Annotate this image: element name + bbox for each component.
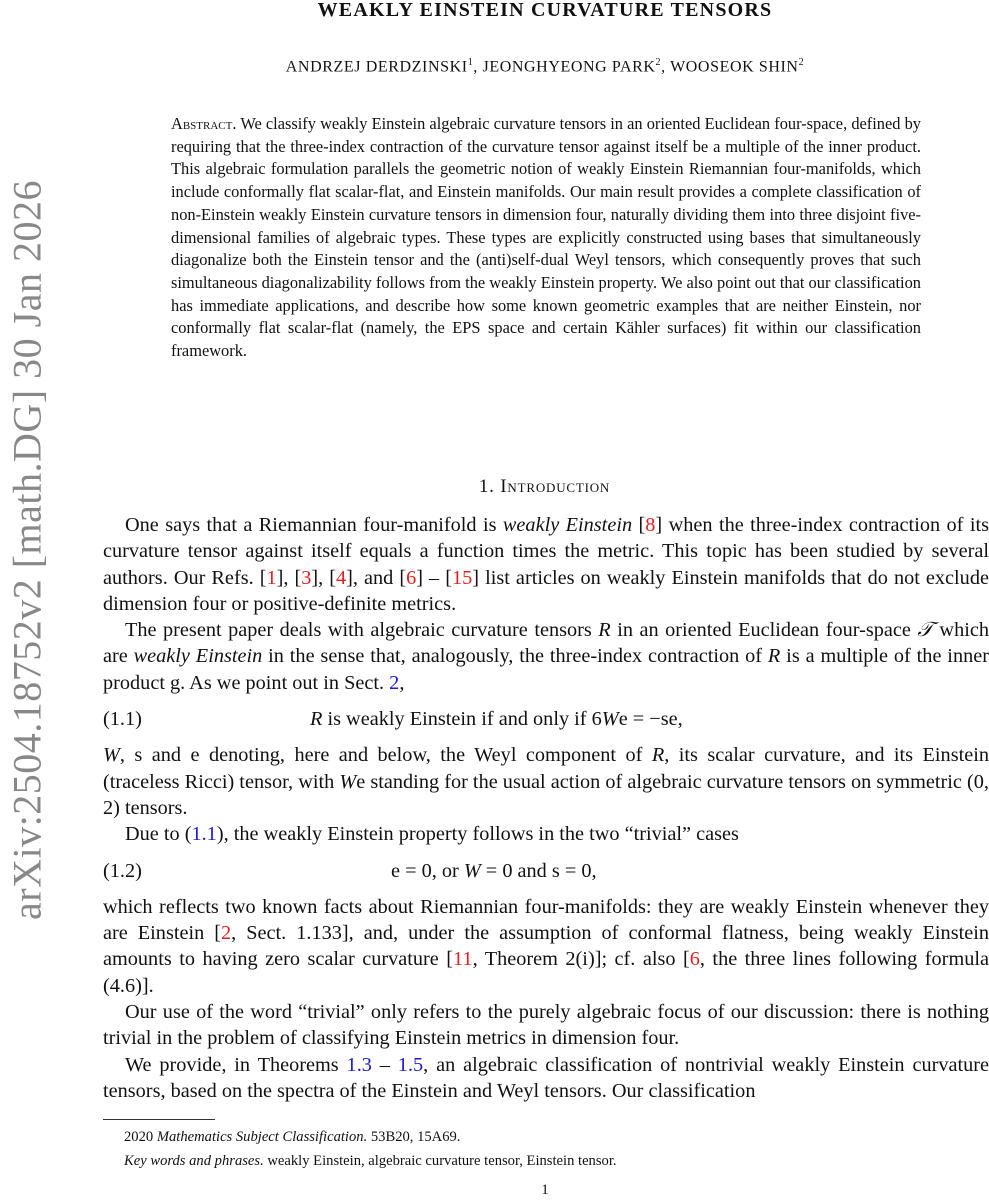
text-run: in the sense that, analogously, the three-index contraction of [262, 645, 768, 668]
affiliation-mark: 2 [798, 57, 805, 68]
author-list: ANDRZEJ DERDZINSKI$^1$, JEONGHYEONG PARK$^2$, WOOSEOK SHIN$^2$ [285, 57, 805, 76]
text-run: One says that a Riemannian four-manifold is [125, 514, 503, 536]
text-run: e standing for the usual action of algebraic curvature tensors on symmetric (0, 2) tensors. [103, 770, 989, 819]
text-run: , Sect. 1.133], and, under the assumption of conformal flatness, being weakly Einstein amounts to having zero scalar curvature [ [103, 922, 989, 971]
text-run: in an oriented Euclidean four-space [610, 619, 918, 642]
paragraph [103, 1052, 989, 1105]
text-run: The present paper deals with algebraic curvature tensors [125, 619, 599, 642]
text-run: is weakly Einstein if and only if 6 [322, 708, 602, 731]
section-title: Introduction [500, 476, 611, 497]
footnotes [124, 1126, 984, 1173]
citation-link[interactable]: 15 [452, 566, 473, 589]
paragraph: Our use of the word “trivial” only refers to the purely algebraic focus of our discussion: there is nothing trivial in the problem of classifying Einstein metrics in dimension four. [103, 1001, 989, 1050]
text-run: is a multiple of the inner product g. As we point out in Sect. [103, 645, 989, 694]
paragraph: One says that a Riemannian four-manifold is weakly Einstein [8] when the three-index contraction of its curvature tensor against itself equals a function times the metric. This topic has been studied by several authors. Our Refs. [1], [3], [4], and [6] – [15] list articles on weakly Einstein manifolds that do not exclude dimension four or positive-definite metrics. [103, 514, 989, 615]
author-name: ANDRZEJ DERDZINSKI [285, 58, 468, 76]
author-name: JEONGHYEONG PARK [482, 58, 656, 76]
equation-body [303, 858, 989, 884]
math-symbol: W [103, 744, 120, 767]
math-symbol: R [651, 744, 665, 767]
citation-link[interactable]: 1 [266, 566, 277, 589]
text-run: when the three-index contraction of its curvature tensor against itself equals a function times the metric. This topic has been studied by several authors. Our Refs. [103, 514, 989, 589]
text-run: – [371, 1053, 398, 1076]
math-symbol: W [601, 708, 619, 731]
equation-body [303, 706, 989, 732]
citation-link[interactable]: 6 [406, 566, 417, 589]
paragraph [103, 617, 989, 696]
emphasis: weakly Einstein [502, 514, 633, 536]
text-run: weakly Einstein, algebraic curvature tensor, Einstein tensor. [263, 1152, 617, 1169]
text-run: list articles on weakly Einstein manifolds that do not exclude dimension four or positive-definite metrics. [103, 566, 989, 615]
theorem-link[interactable]: 1.3 [346, 1053, 372, 1076]
abstract-text: We classify weakly Einstein algebraic curvature tensors in an oriented Euclidean four-space, defined by requiring that the three-index contraction of the curvature tensor against itself be a multiple of the inner product. This algebraic formulation parallels the geometric notion of weakly Einstein Riemannian four-manifolds, which include conformally flat scalar-flat, and Einstein manifolds. Our main result provides a complete classification of non-Einstein weakly Einstein curvature tensors in dimension four, naturally dividing them into three disjoint five-dimensional families of algebraic types. These types are explicitly constructed using bases that simultaneously diagonalize both the Einstein tensor and the (anti)self-dual Weyl tensors, which consequently proves that such simultaneous diagonalizability follows from the weakly Einstein property. We also point out that our classification has immediate applications, and describe how some known geometric examples that are neither Einstein, nor conformally flat scalar-flat (namely, the EPS space and certain Kähler surfaces) fit within our classification framework. [171, 114, 921, 361]
paragraph [103, 821, 989, 847]
page-number: 1 [541, 1182, 549, 1198]
abstract-label: Abstract. [171, 114, 237, 133]
citation-link[interactable]: 2 [221, 922, 232, 945]
text-run: , the three lines following formula (4.6)]. [103, 948, 989, 997]
equation-1-1 [103, 706, 989, 732]
text-run: = 0 and s = 0, [480, 859, 597, 882]
paragraph [103, 742, 989, 821]
affiliation-mark: 2 [655, 57, 662, 68]
math-symbol: R [767, 645, 781, 668]
theorem-link[interactable]: 1.5 [397, 1053, 424, 1076]
section-link[interactable]: 2 [389, 671, 400, 694]
equation-1-2 [103, 858, 989, 884]
text-run: , an algebraic classification of nontrivial weakly Einstein curvature tensors, based on the spectra of the Einstein and Weyl tensors. Our classification [103, 1053, 989, 1102]
equation-number: (1.1) [103, 708, 142, 731]
math-symbol: 𝒯 [917, 619, 933, 642]
text-run: , [399, 671, 405, 694]
arxiv-identifier-stamp [2, 180, 52, 920]
author-name: WOOSEOK SHIN [670, 58, 799, 76]
equation-number: (1.2) [103, 859, 142, 882]
affiliation-mark: 1 [467, 57, 474, 68]
text-run: which are [103, 619, 989, 668]
text-run: , its scalar curvature, and its Einstein (traceless Ricci) tensor, with [103, 744, 989, 793]
math-symbol: R [310, 708, 323, 731]
math-symbol: W [339, 770, 357, 793]
arxiv-stamp-text: arXiv:2504.18752v2 [math.DG] 30 Jan 2026 [4, 180, 50, 920]
footnote-divider [103, 1119, 215, 1120]
text-run: , Theorem 2(i)]; cf. also [ [472, 948, 690, 971]
citation-link[interactable]: 11 [453, 948, 473, 971]
section-number: 1. [478, 476, 495, 497]
keywords-footnote [124, 1150, 984, 1174]
text-run: 2020 [124, 1129, 157, 1145]
citation-link[interactable]: 8 [645, 514, 656, 536]
text-run: 53B20, 15A69. [367, 1129, 461, 1145]
abstract [171, 113, 921, 363]
text-run: e = −se, [618, 708, 683, 731]
text-run: e = 0, or [391, 859, 464, 882]
equation-link[interactable]: 1.1 [191, 823, 217, 846]
text-run: We provide, in Theorems [125, 1053, 347, 1076]
footnote-label: Key words and phrases. [124, 1152, 264, 1169]
math-symbol: W [463, 859, 481, 882]
paragraph [103, 894, 989, 999]
citation-link[interactable]: 3 [301, 566, 312, 589]
footnote-label: Mathematics Subject Classification. [156, 1129, 368, 1145]
text-run: Due to ( [125, 823, 192, 846]
msc-footnote [124, 1126, 984, 1150]
math-symbol: R [598, 619, 611, 642]
citation-link[interactable]: 6 [689, 948, 700, 971]
main-text [103, 512, 989, 1104]
emphasis: weakly Einstein [133, 645, 263, 668]
section-heading [0, 476, 989, 498]
text-run: ), the weakly Einstein property follows in the two “trivial” cases [216, 823, 739, 846]
citation-link[interactable]: 4 [336, 566, 347, 589]
paper-title: WEAKLY EINSTEIN CURVATURE TENSORS [317, 0, 773, 21]
text-run: which reflects two known facts about Riemannian four-manifolds: they are weakly Einstein whenever they are Einstein [ [103, 895, 989, 945]
text-run: , s and e denoting, here and below, the Weyl component of [119, 744, 652, 767]
